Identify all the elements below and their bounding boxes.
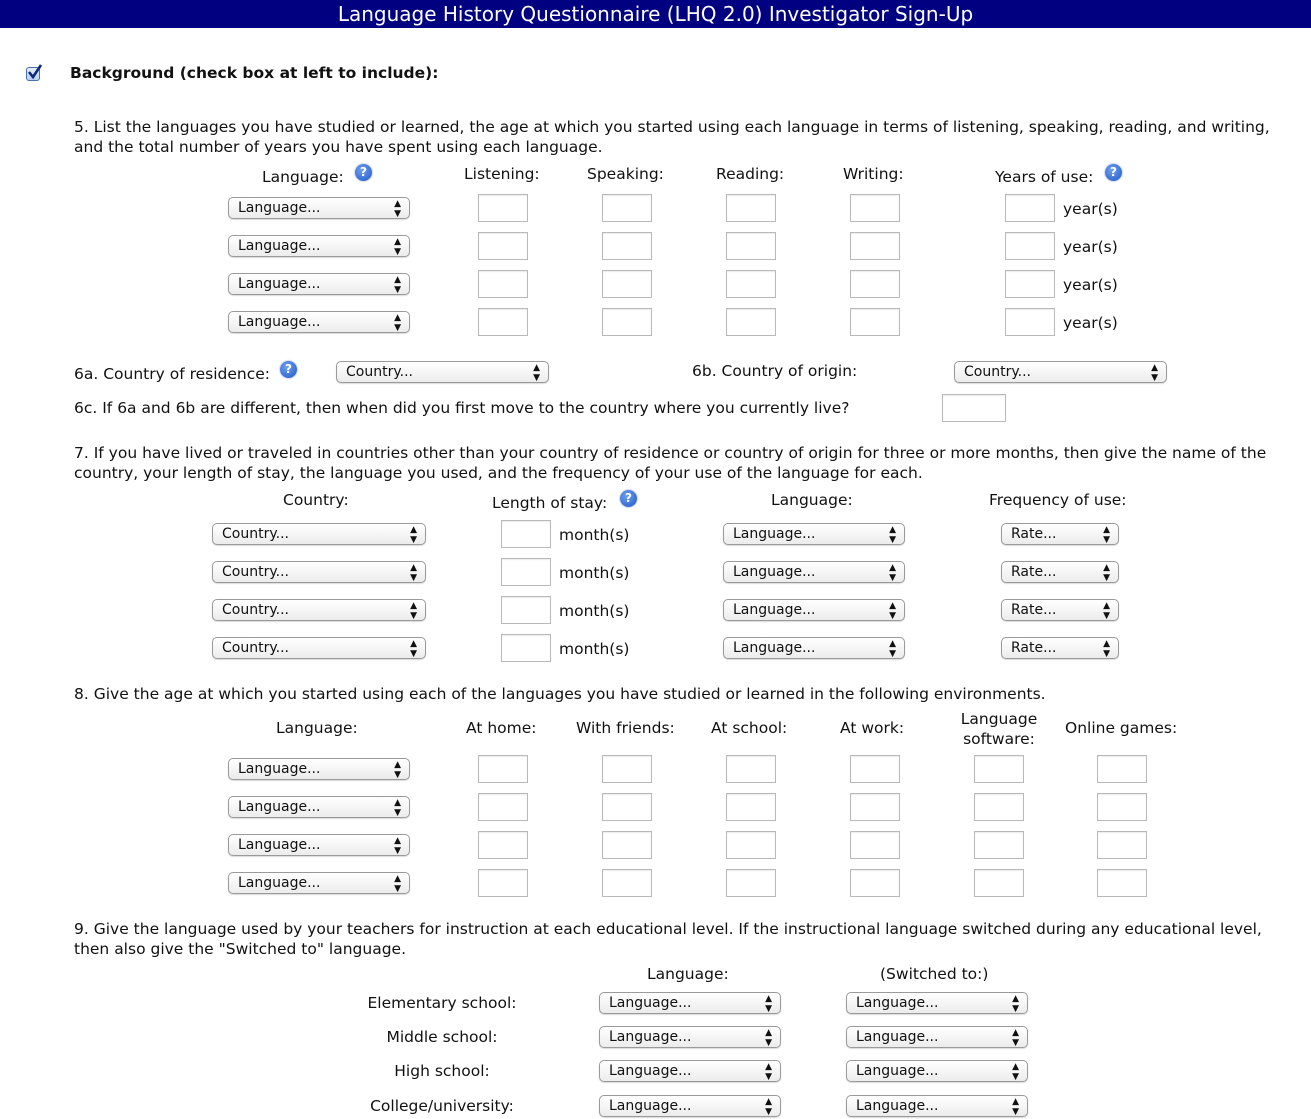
updown-arrows-icon: ▲ ▼: [889, 639, 896, 659]
q8-text: 8. Give the age at which you started using each of the languages you have studied or learned in the following environments.: [74, 685, 1046, 703]
q7-language-select[interactable]: Language... ▲ ▼: [723, 561, 905, 583]
q6c-label: 6c. If 6a and 6b are different, then when did you first move to the country where you currently live?: [74, 399, 850, 417]
q5-years-input[interactable]: [1005, 308, 1055, 336]
updown-arrows-icon: ▲ ▼: [889, 525, 896, 545]
help-icon[interactable]: ?: [280, 361, 297, 378]
q9-level-label: High school:: [394, 1062, 490, 1080]
updown-arrows-icon: ▲ ▼: [394, 275, 401, 295]
q5-reading-input[interactable]: [726, 270, 776, 298]
q7-country-select[interactable]: Country... ▲ ▼: [212, 523, 426, 545]
help-icon[interactable]: ?: [355, 164, 372, 181]
q9-switched-select[interactable]: Language... ▲ ▼: [846, 1095, 1028, 1117]
q5-header-language: Language:: [262, 168, 344, 186]
updown-arrows-icon: ▲ ▼: [1012, 1062, 1019, 1082]
updown-arrows-icon: ▲ ▼: [1012, 1097, 1019, 1117]
q8-work-input[interactable]: [850, 831, 900, 859]
q8-home-input[interactable]: [478, 755, 528, 783]
q5-speaking-input[interactable]: [602, 308, 652, 336]
updown-arrows-icon: ▲ ▼: [394, 874, 401, 894]
q8-games-input[interactable]: [1097, 793, 1147, 821]
q5-header-listening: Listening:: [464, 165, 540, 183]
months-unit: month(s): [559, 564, 630, 582]
q7-country-select[interactable]: Country... ▲ ▼: [212, 561, 426, 583]
q8-home-input[interactable]: [478, 869, 528, 897]
background-include-checkbox[interactable]: [26, 67, 40, 81]
help-icon[interactable]: ?: [1105, 164, 1122, 181]
q5-header-years: Years of use:: [995, 168, 1094, 186]
updown-arrows-icon: ▲ ▼: [1103, 601, 1110, 621]
q8-software-input[interactable]: [974, 831, 1024, 859]
q5-writing-input[interactable]: [850, 232, 900, 260]
years-unit: year(s): [1063, 200, 1118, 218]
q5-years-input[interactable]: [1005, 270, 1055, 298]
q5-text: 5. List the languages you have studied or learned, the age at which you started using each language in terms of listening, speaking, reading, and writing, and the total number of years you have spent using each language.: [74, 118, 1270, 156]
q7-text: 7. If you have lived or traveled in countries other than your country of residence or country of origin for three or more months, then give the name of the country, your length of stay, the language you used, and the frequency of your use of the language for each.: [74, 444, 1267, 482]
updown-arrows-icon: ▲ ▼: [765, 1097, 772, 1117]
updown-arrows-icon: ▲ ▼: [394, 798, 401, 818]
q7-frequency-select[interactable]: Rate... ▲ ▼: [1001, 523, 1119, 545]
updown-arrows-icon: ▲ ▼: [765, 994, 772, 1014]
q8-language-select[interactable]: Language... ▲ ▼: [228, 872, 410, 894]
years-unit: year(s): [1063, 276, 1118, 294]
q8-work-input[interactable]: [850, 793, 900, 821]
q5-listening-input[interactable]: [478, 194, 528, 222]
q8-software-input[interactable]: [974, 869, 1024, 897]
q8-header-friends: With friends:: [576, 719, 675, 737]
help-icon[interactable]: ?: [620, 490, 637, 507]
q5-header-reading: Reading:: [716, 165, 785, 183]
q9-language-select[interactable]: Language... ▲ ▼: [599, 1060, 781, 1082]
q5-reading-input[interactable]: [726, 308, 776, 336]
q9-header-switched: (Switched to:): [880, 965, 989, 983]
q8-header-games: Online games:: [1065, 719, 1178, 737]
q7-language-select[interactable]: Language... ▲ ▼: [723, 599, 905, 621]
q9-language-select[interactable]: Language... ▲ ▼: [599, 992, 781, 1014]
q8-games-input[interactable]: [1097, 755, 1147, 783]
updown-arrows-icon: ▲ ▼: [889, 601, 896, 621]
updown-arrows-icon: ▲ ▼: [765, 1028, 772, 1048]
updown-arrows-icon: ▲ ▼: [394, 313, 401, 333]
q7-country-select[interactable]: Country... ▲ ▼: [212, 599, 426, 621]
q8-header-language: Language:: [276, 719, 358, 737]
q5-writing-input[interactable]: [850, 270, 900, 298]
updown-arrows-icon: ▲ ▼: [394, 836, 401, 856]
q8-language-select[interactable]: Language... ▲ ▼: [228, 834, 410, 856]
q5-speaking-input[interactable]: [602, 194, 652, 222]
q8-school-input[interactable]: [726, 793, 776, 821]
q8-home-input[interactable]: [478, 831, 528, 859]
q7-header-length: Length of stay:: [492, 494, 608, 512]
years-unit: year(s): [1063, 314, 1118, 332]
q7-length-input[interactable]: [501, 520, 551, 548]
q7-header-language: Language:: [771, 491, 853, 509]
updown-arrows-icon: ▲ ▼: [410, 563, 417, 583]
q5-listening-input[interactable]: [478, 270, 528, 298]
checkmark-icon: [26, 63, 44, 81]
q5-years-input[interactable]: [1005, 232, 1055, 260]
q8-work-input[interactable]: [850, 755, 900, 783]
q8-games-input[interactable]: [1097, 869, 1147, 897]
updown-arrows-icon: ▲ ▼: [410, 525, 417, 545]
q5-years-input[interactable]: [1005, 194, 1055, 222]
q9-level-label: College/university:: [370, 1097, 514, 1115]
q7-header-frequency: Frequency of use:: [989, 491, 1127, 509]
months-unit: month(s): [559, 526, 630, 544]
q8-header-software: Language software:: [960, 710, 1038, 748]
country-of-residence-select[interactable]: Country... ▲ ▼: [336, 361, 549, 383]
q6c-move-input[interactable]: [942, 394, 1006, 422]
q5-header-writing: Writing:: [843, 165, 904, 183]
updown-arrows-icon: ▲ ▼: [765, 1062, 772, 1082]
q9-header-language: Language:: [647, 965, 729, 983]
q6a-label: 6a. Country of residence:: [74, 365, 271, 383]
q5-reading-input[interactable]: [726, 194, 776, 222]
updown-arrows-icon: ▲ ▼: [1103, 639, 1110, 659]
q7-frequency-select[interactable]: Rate... ▲ ▼: [1001, 599, 1119, 621]
q7-length-input[interactable]: [501, 634, 551, 662]
q5-speaking-input[interactable]: [602, 270, 652, 298]
q8-language-select[interactable]: Language... ▲ ▼: [228, 796, 410, 818]
q9-text: 9. Give the language used by your teachers for instruction at each educational level. If the instructional language switched during any educational level, then also give the "Switched to" language.: [74, 920, 1262, 958]
q5-speaking-input[interactable]: [602, 232, 652, 260]
q8-school-input[interactable]: [726, 755, 776, 783]
q7-length-input[interactable]: [501, 596, 551, 624]
q7-language-select[interactable]: Language... ▲ ▼: [723, 523, 905, 545]
q9-switched-select[interactable]: Language... ▲ ▼: [846, 1060, 1028, 1082]
q5-writing-input[interactable]: [850, 194, 900, 222]
months-unit: month(s): [559, 640, 630, 658]
years-unit: year(s): [1063, 238, 1118, 256]
q7-frequency-select[interactable]: Rate... ▲ ▼: [1001, 561, 1119, 583]
q8-school-input[interactable]: [726, 869, 776, 897]
q8-home-input[interactable]: [478, 793, 528, 821]
updown-arrows-icon: ▲ ▼: [889, 563, 896, 583]
updown-arrows-icon: ▲ ▼: [533, 363, 540, 383]
q9-language-select[interactable]: Language... ▲ ▼: [599, 1026, 781, 1048]
q5-writing-input[interactable]: [850, 308, 900, 336]
q8-school-input[interactable]: [726, 831, 776, 859]
q5-language-select[interactable]: Language... ▲ ▼: [228, 273, 410, 295]
q7-length-input[interactable]: [501, 558, 551, 586]
updown-arrows-icon: ▲ ▼: [1012, 994, 1019, 1014]
q8-header-home: At home:: [466, 719, 537, 737]
q8-language-select[interactable]: Language... ▲ ▼: [228, 758, 410, 780]
q9-language-select[interactable]: Language... ▲ ▼: [599, 1095, 781, 1117]
months-unit: month(s): [559, 602, 630, 620]
q8-friends-input[interactable]: [602, 755, 652, 783]
q7-language-select[interactable]: Language... ▲ ▼: [723, 637, 905, 659]
q8-games-input[interactable]: [1097, 831, 1147, 859]
q9-switched-select[interactable]: Language... ▲ ▼: [846, 992, 1028, 1014]
updown-arrows-icon: ▲ ▼: [410, 639, 417, 659]
updown-arrows-icon: ▲ ▼: [1012, 1028, 1019, 1048]
q5-listening-input[interactable]: [478, 232, 528, 260]
q7-country-select[interactable]: Country... ▲ ▼: [212, 637, 426, 659]
q8-software-input[interactable]: [974, 755, 1024, 783]
q5-language-select[interactable]: Language... ▲ ▼: [228, 235, 410, 257]
q7-header-country: Country:: [283, 491, 349, 509]
window-title: Language History Questionnaire (LHQ 2.0) Investigator Sign-Up: [337, 2, 974, 26]
q5-language-select[interactable]: Language... ▲ ▼: [228, 311, 410, 333]
updown-arrows-icon: ▲ ▼: [394, 199, 401, 219]
q8-header-work: At work:: [840, 719, 905, 737]
updown-arrows-icon: ▲ ▼: [394, 237, 401, 257]
q7-frequency-select[interactable]: Rate... ▲ ▼: [1001, 637, 1119, 659]
updown-arrows-icon: ▲ ▼: [1103, 563, 1110, 583]
background-section-label: Background (check box at left to include):: [70, 64, 439, 82]
updown-arrows-icon: ▲ ▼: [1151, 363, 1158, 383]
updown-arrows-icon: ▲ ▼: [410, 601, 417, 621]
q5-reading-input[interactable]: [726, 232, 776, 260]
q9-switched-select[interactable]: Language... ▲ ▼: [846, 1026, 1028, 1048]
q9-level-label: Middle school:: [386, 1028, 498, 1046]
q8-friends-input[interactable]: [602, 793, 652, 821]
q8-software-input[interactable]: [974, 793, 1024, 821]
q8-friends-input[interactable]: [602, 831, 652, 859]
q8-work-input[interactable]: [850, 869, 900, 897]
q5-header-speaking: Speaking:: [587, 165, 664, 183]
updown-arrows-icon: ▲ ▼: [1103, 525, 1110, 545]
q5-listening-input[interactable]: [478, 308, 528, 336]
q8-friends-input[interactable]: [602, 869, 652, 897]
q5-language-select[interactable]: Language... ▲ ▼: [228, 197, 410, 219]
window-title-bar: [0, 0, 1311, 28]
q9-level-label: Elementary school:: [367, 994, 517, 1012]
q6b-label: 6b. Country of origin:: [692, 362, 858, 380]
country-of-origin-select[interactable]: Country... ▲ ▼: [954, 361, 1167, 383]
q8-header-school: At school:: [711, 719, 788, 737]
updown-arrows-icon: ▲ ▼: [394, 760, 401, 780]
